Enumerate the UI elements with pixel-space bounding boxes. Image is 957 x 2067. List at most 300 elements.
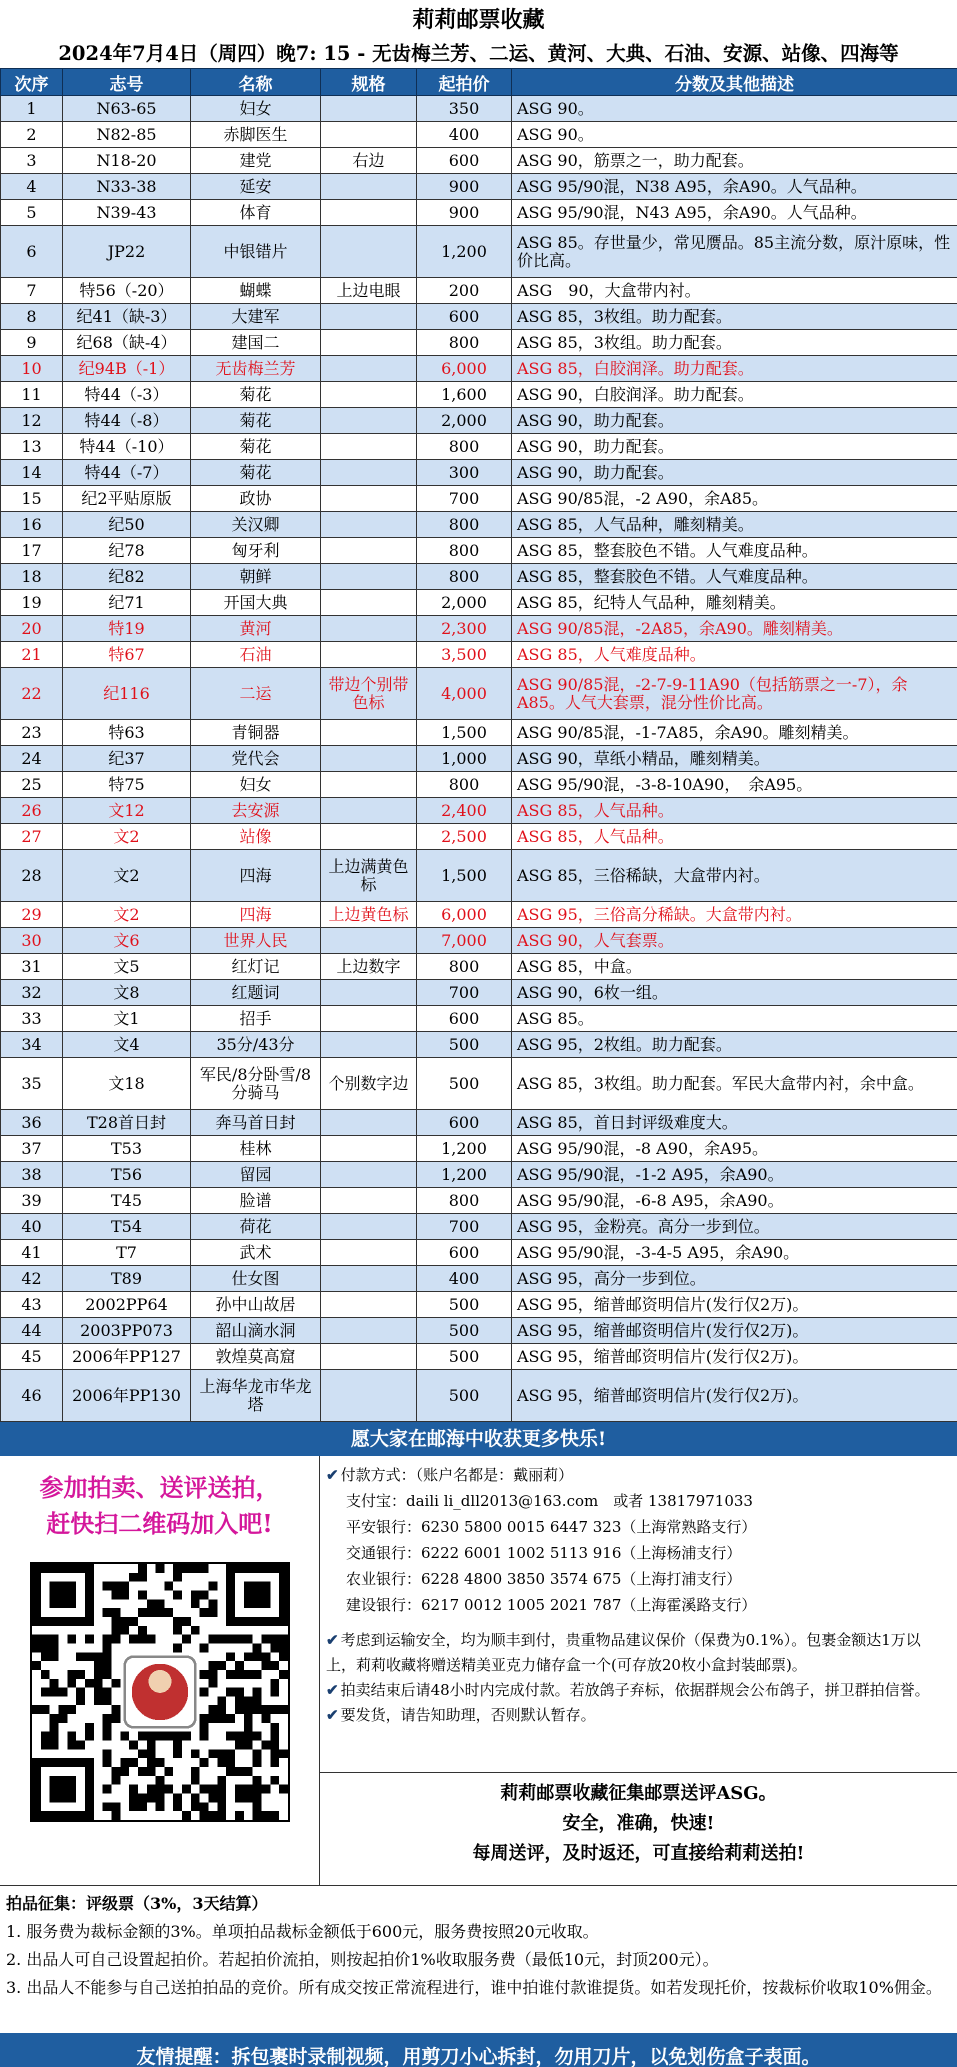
table-row	[1, 1136, 957, 1162]
lot-name: 菊花	[191, 434, 321, 460]
lot-number: 29	[1, 902, 63, 928]
lot-number: 5	[1, 200, 63, 226]
table-row	[1, 148, 957, 174]
lot-spec	[321, 564, 417, 590]
rule-item: 3. 出品人不能参与自己送拍拍品的竞价。所有成交按正常流程进行，谁中拍谁付款谁提货。如若发现托价，按裁标价收取10%佣金。	[6, 1978, 942, 1997]
lot-spec	[321, 1240, 417, 1266]
lot-code: 特44（-7）	[63, 460, 191, 486]
lot-number: 39	[1, 1188, 63, 1214]
check-icon: ✔	[326, 1631, 339, 1649]
lot-spec	[321, 1214, 417, 1240]
info-section	[0, 1456, 957, 1886]
lot-number: 12	[1, 408, 63, 434]
lot-name: 留园	[191, 1162, 321, 1188]
lot-name: 开国大典	[191, 590, 321, 616]
reminder-footer: 友情提醒：拆包裹时录制视频，用剪刀小心拆封，勿用刀片，以免划伤盒子表面。	[0, 2033, 957, 2067]
table-row	[1, 642, 957, 668]
lot-spec: 带边个别带色标	[321, 668, 417, 720]
lot-description: ASG 90，6枚一组。	[512, 980, 957, 1006]
lot-spec	[321, 980, 417, 1006]
lot-number: 28	[1, 850, 63, 902]
check-icon: ✔	[326, 1681, 339, 1699]
lot-name: 蝴蝶	[191, 278, 321, 304]
note-payment-deadline: 拍卖结束后请48小时内完成付款。若放鸽子弃标，依据群规会公布鸽子，拼卫群拍信誉。	[340, 1681, 930, 1699]
lot-start-price: 800	[417, 434, 512, 460]
lot-spec	[321, 434, 417, 460]
lot-spec	[321, 1136, 417, 1162]
lot-spec	[321, 408, 417, 434]
lot-code: N18-20	[63, 148, 191, 174]
table-row	[1, 434, 957, 460]
table-row	[1, 668, 957, 720]
lot-number: 32	[1, 980, 63, 1006]
note-shipping: 考虑到运输安全，均为顺丰到付，贵重物品建议保价（保费为0.1%）。包裹金额达1万以上，莉莉收藏将赠送精美亚克力储存盒一个(可存放20枚小盒封装邮票)。	[326, 1631, 921, 1674]
lot-name: 二运	[191, 668, 321, 720]
shipping-notes	[320, 1618, 957, 1728]
lot-description: ASG 90。	[512, 96, 957, 122]
asg-line-1: 莉莉邮票收藏征集邮票送评ASG。	[500, 1783, 777, 1804]
lot-name: 仕女图	[191, 1266, 321, 1292]
lot-description: ASG 90/85混，-2A85，余A90。雕刻精美。	[512, 616, 957, 642]
bank-line: 农业银行：6228 4800 3850 3574 675（上海打浦支行）	[346, 1570, 742, 1588]
lot-spec	[321, 720, 417, 746]
check-icon: ✔	[326, 1466, 339, 1484]
lot-start-price: 2,000	[417, 408, 512, 434]
table-row	[1, 954, 957, 980]
lot-code: 纪116	[63, 668, 191, 720]
table-row	[1, 1240, 957, 1266]
promo-panel	[0, 1456, 320, 1885]
lot-start-price: 600	[417, 304, 512, 330]
lot-number: 30	[1, 928, 63, 954]
lot-description: ASG 95，高分一步到位。	[512, 1266, 957, 1292]
lot-start-price: 4,000	[417, 668, 512, 720]
asg-line-2: 安全，准确，快速!	[562, 1813, 715, 1834]
lot-description: ASG 90，白胶润泽。助力配套。	[512, 382, 957, 408]
lot-spec	[321, 1032, 417, 1058]
lot-number: 35	[1, 1058, 63, 1110]
lot-start-price: 400	[417, 122, 512, 148]
lot-code: 纪37	[63, 746, 191, 772]
table-row	[1, 408, 957, 434]
table-row	[1, 928, 957, 954]
lot-spec	[321, 486, 417, 512]
promo-line-2: 赶快扫二维码加入吧!	[46, 1509, 273, 1538]
col-header-desc: 分数及其他描述	[512, 69, 957, 96]
lot-number: 23	[1, 720, 63, 746]
table-row	[1, 304, 957, 330]
table-row	[1, 1032, 957, 1058]
lot-name: 朝鲜	[191, 564, 321, 590]
lot-number: 31	[1, 954, 63, 980]
lot-description: ASG 95，缩普邮资明信片(发行仅2万)。	[512, 1292, 957, 1318]
lot-spec	[321, 928, 417, 954]
lot-description: ASG 85，3枚组。助力配套。	[512, 304, 957, 330]
lot-name: 荷花	[191, 1214, 321, 1240]
lot-number: 26	[1, 798, 63, 824]
lot-description: ASG 90，人气套票。	[512, 928, 957, 954]
lot-description: ASG 90，助力配套。	[512, 434, 957, 460]
table-row	[1, 720, 957, 746]
lot-start-price: 500	[417, 1370, 512, 1422]
lot-spec	[321, 616, 417, 642]
payment-info	[320, 1456, 957, 1618]
lot-description: ASG 85，首日封评级难度大。	[512, 1110, 957, 1136]
lot-number: 3	[1, 148, 63, 174]
lot-number: 13	[1, 434, 63, 460]
lot-start-price: 800	[417, 772, 512, 798]
lot-name: 党代会	[191, 746, 321, 772]
lot-description: ASG 85，整套胶色不错。人气难度品种。	[512, 538, 957, 564]
lot-name: 建党	[191, 148, 321, 174]
lot-code: JP22	[63, 226, 191, 278]
table-row	[1, 1110, 957, 1136]
lot-name: 35分/43分	[191, 1032, 321, 1058]
promo-line-1: 参加拍卖、送评送拍，	[39, 1473, 280, 1502]
page-title: 莉莉邮票收藏	[412, 7, 545, 33]
lot-spec	[321, 1162, 417, 1188]
lot-spec	[321, 1110, 417, 1136]
lot-name: 关汉卿	[191, 512, 321, 538]
lot-spec	[321, 1318, 417, 1344]
lot-description: ASG 85，人气品种。	[512, 798, 957, 824]
lot-code: 纪2平贴原版	[63, 486, 191, 512]
lot-start-price: 1,200	[417, 1136, 512, 1162]
lot-code: 文2	[63, 902, 191, 928]
lot-description: ASG 90/85混，-2-7-9-11A90（包括筋票之一-7），余A85。人气大套票，混分性价比高。	[512, 668, 957, 720]
lot-name: 奔马首日封	[191, 1110, 321, 1136]
lot-description: ASG 90，助力配套。	[512, 408, 957, 434]
lot-description: ASG 95/90混，-1-2 A95，余A90。	[512, 1162, 957, 1188]
check-icon: ✔	[326, 1706, 339, 1724]
lot-number: 38	[1, 1162, 63, 1188]
lot-code: 特19	[63, 616, 191, 642]
lot-name: 去安源	[191, 798, 321, 824]
lot-code: 2002PP64	[63, 1292, 191, 1318]
lot-name: 妇女	[191, 772, 321, 798]
lot-number: 21	[1, 642, 63, 668]
table-row	[1, 850, 957, 902]
col-header-code: 志号	[63, 69, 191, 96]
lot-description: ASG 95/90混，-8 A90，余A95。	[512, 1136, 957, 1162]
lot-number: 24	[1, 746, 63, 772]
table-row	[1, 1058, 957, 1110]
lot-spec	[321, 1266, 417, 1292]
lot-start-price: 800	[417, 538, 512, 564]
lot-description: ASG 95，缩普邮资明信片(发行仅2万)。	[512, 1344, 957, 1370]
col-header-name: 名称	[191, 69, 321, 96]
asg-line-3: 每周送评，及时返还，可直接给莉莉送拍!	[472, 1843, 805, 1864]
lot-name: 桂林	[191, 1136, 321, 1162]
lot-code: 特44（-10）	[63, 434, 191, 460]
lot-code: 纪94B（-1）	[63, 356, 191, 382]
lot-name: 青铜器	[191, 720, 321, 746]
lot-description: ASG 90，草纸小精品，雕刻精美。	[512, 746, 957, 772]
lot-number: 14	[1, 460, 63, 486]
lot-code: 特44（-8）	[63, 408, 191, 434]
lot-name: 中银错片	[191, 226, 321, 278]
lot-spec: 个别数字边	[321, 1058, 417, 1110]
lot-start-price: 600	[417, 1110, 512, 1136]
table-row	[1, 486, 957, 512]
lot-code: 文8	[63, 980, 191, 1006]
lot-code: T89	[63, 1266, 191, 1292]
bank-line: 建设银行：6217 0012 1005 2021 787（上海霍溪路支行）	[346, 1596, 757, 1614]
lots-table-body	[1, 96, 957, 1422]
table-row	[1, 1162, 957, 1188]
lot-description: ASG 85。	[512, 1006, 957, 1032]
table-row	[1, 538, 957, 564]
table-row	[1, 590, 957, 616]
lot-spec: 上边黄色标	[321, 902, 417, 928]
lot-code: 纪50	[63, 512, 191, 538]
lot-code: 纪78	[63, 538, 191, 564]
lot-name: 招手	[191, 1006, 321, 1032]
lot-spec	[321, 304, 417, 330]
lot-code: T56	[63, 1162, 191, 1188]
lot-name: 匈牙利	[191, 538, 321, 564]
lot-code: 特67	[63, 642, 191, 668]
lot-description: ASG 95/90混，N43 A95，余A90。人气品种。	[512, 200, 957, 226]
qr-code-icon[interactable]	[30, 1562, 290, 1822]
table-row	[1, 382, 957, 408]
lot-description: ASG 95/90混，-3-4-5 A95，余A90。	[512, 1240, 957, 1266]
lot-code: 特56（-20）	[63, 278, 191, 304]
lot-spec	[321, 226, 417, 278]
table-row	[1, 564, 957, 590]
lot-number: 25	[1, 772, 63, 798]
lot-spec	[321, 96, 417, 122]
lot-name: 敦煌莫高窟	[191, 1344, 321, 1370]
lot-code: 纪68（缺-4）	[63, 330, 191, 356]
lot-start-price: 2,000	[417, 590, 512, 616]
qr-code-graphic	[32, 1564, 288, 1820]
lot-spec	[321, 200, 417, 226]
lot-description: ASG 85，3枚组。助力配套。	[512, 330, 957, 356]
lot-spec	[321, 642, 417, 668]
rules-heading: 拍品征集：评级票（3%，3天结算）	[6, 1894, 268, 1913]
lot-spec	[321, 174, 417, 200]
lot-code: N33-38	[63, 174, 191, 200]
lot-spec	[321, 382, 417, 408]
lot-code: T45	[63, 1188, 191, 1214]
lot-code: 文12	[63, 798, 191, 824]
table-row	[1, 746, 957, 772]
lot-description: ASG 90。	[512, 122, 957, 148]
table-row	[1, 512, 957, 538]
lot-number: 6	[1, 226, 63, 278]
lot-start-price: 600	[417, 1006, 512, 1032]
lot-description: ASG 85，3枚组。助力配套。军民大盒带内衬，余中盒。	[512, 1058, 957, 1110]
lot-name: 黄河	[191, 616, 321, 642]
lot-start-price: 300	[417, 460, 512, 486]
lot-start-price: 6,000	[417, 356, 512, 382]
consignment-rules	[0, 1886, 957, 2033]
table-row	[1, 226, 957, 278]
lot-number: 44	[1, 1318, 63, 1344]
lot-name: 建国二	[191, 330, 321, 356]
lot-number: 45	[1, 1344, 63, 1370]
lot-start-price: 600	[417, 1240, 512, 1266]
lot-description: ASG 85，人气难度品种。	[512, 642, 957, 668]
lot-description: ASG 85。存世量少，常见赝品。85主流分数，原汁原味，性价比高。	[512, 226, 957, 278]
lot-number: 15	[1, 486, 63, 512]
lot-description: ASG 95/90混，-3-8-10A90， 余A95。	[512, 772, 957, 798]
lot-start-price: 800	[417, 564, 512, 590]
lots-table	[0, 68, 957, 1422]
lot-name: 红灯记	[191, 954, 321, 980]
col-header-no: 次序	[1, 69, 63, 96]
bank-line: 交通银行：6222 6001 1002 5113 916（上海杨浦支行）	[346, 1544, 742, 1562]
lot-spec	[321, 460, 417, 486]
lot-spec: 上边电眼	[321, 278, 417, 304]
table-row	[1, 616, 957, 642]
lot-start-price: 700	[417, 1214, 512, 1240]
lot-number: 11	[1, 382, 63, 408]
auction-subtitle: 2024年7月4日（周四）晚7: 15 - 无齿梅兰芳、二运、黄河、大典、石油、安源、站像、四海等	[58, 42, 899, 65]
table-row	[1, 1214, 957, 1240]
lot-name: 四海	[191, 850, 321, 902]
lot-name: 世界人民	[191, 928, 321, 954]
lot-description: ASG 95，缩普邮资明信片(发行仅2万)。	[512, 1318, 957, 1344]
lot-spec	[321, 798, 417, 824]
lot-description: ASG 85，中盒。	[512, 954, 957, 980]
lot-description: ASG 95/90混，N38 A95，余A90。人气品种。	[512, 174, 957, 200]
lot-description: ASG 85，人气品种，雕刻精美。	[512, 512, 957, 538]
lot-number: 2	[1, 122, 63, 148]
lot-code: 特75	[63, 772, 191, 798]
lot-start-price: 800	[417, 1188, 512, 1214]
lot-start-price: 400	[417, 1266, 512, 1292]
lot-start-price: 1,500	[417, 850, 512, 902]
lot-spec	[321, 1188, 417, 1214]
lot-description: ASG 90，大盒带内衬。	[512, 278, 957, 304]
lot-description: ASG 85，纪特人气品种，雕刻精美。	[512, 590, 957, 616]
lot-code: 纪82	[63, 564, 191, 590]
table-row	[1, 200, 957, 226]
lot-number: 40	[1, 1214, 63, 1240]
lot-start-price: 900	[417, 200, 512, 226]
lot-name: 红题词	[191, 980, 321, 1006]
table-row	[1, 1292, 957, 1318]
lot-code: N82-85	[63, 122, 191, 148]
table-row	[1, 1266, 957, 1292]
lot-description: ASG 90，筋票之一，助力配套。	[512, 148, 957, 174]
rule-item: 1. 服务费为裁标金额的3%。单项拍品裁标金额低于600元，服务费按照20元收取。	[6, 1922, 599, 1941]
lot-number: 27	[1, 824, 63, 850]
lot-code: 文2	[63, 824, 191, 850]
lot-start-price: 700	[417, 980, 512, 1006]
lot-number: 42	[1, 1266, 63, 1292]
lot-spec	[321, 1344, 417, 1370]
lot-spec	[321, 1006, 417, 1032]
lot-code: 文18	[63, 1058, 191, 1110]
lot-code: T7	[63, 1240, 191, 1266]
lot-spec	[321, 772, 417, 798]
lot-name: 无齿梅兰芳	[191, 356, 321, 382]
lot-start-price: 500	[417, 1344, 512, 1370]
lot-start-price: 1,200	[417, 226, 512, 278]
lot-name: 妇女	[191, 96, 321, 122]
lot-start-price: 500	[417, 1058, 512, 1110]
lot-start-price: 200	[417, 278, 512, 304]
lot-description: ASG 85，人气品种。	[512, 824, 957, 850]
lot-code: 特44（-3）	[63, 382, 191, 408]
lot-start-price: 800	[417, 954, 512, 980]
lot-code: 文4	[63, 1032, 191, 1058]
lot-spec	[321, 330, 417, 356]
lot-name: 延安	[191, 174, 321, 200]
lot-number: 41	[1, 1240, 63, 1266]
lot-description: ASG 95，2枚组。助力配套。	[512, 1032, 957, 1058]
table-row	[1, 174, 957, 200]
lot-code: T28首日封	[63, 1110, 191, 1136]
lot-number: 34	[1, 1032, 63, 1058]
lot-name: 军民/8分卧雪/8分骑马	[191, 1058, 321, 1110]
lot-spec	[321, 590, 417, 616]
lot-name: 赤脚医生	[191, 122, 321, 148]
lot-start-price: 1,200	[417, 1162, 512, 1188]
lot-start-price: 500	[417, 1292, 512, 1318]
lot-start-price: 7,000	[417, 928, 512, 954]
lot-number: 22	[1, 668, 63, 720]
lot-code: T53	[63, 1136, 191, 1162]
lot-start-price: 600	[417, 148, 512, 174]
table-row	[1, 902, 957, 928]
lot-start-price: 1,500	[417, 720, 512, 746]
lot-description: ASG 90/85混，-2 A90，余A85。	[512, 486, 957, 512]
lot-number: 7	[1, 278, 63, 304]
lot-code: 纪41（缺-3）	[63, 304, 191, 330]
lot-description: ASG 95，金粉亮。高分一步到位。	[512, 1214, 957, 1240]
lot-description: ASG 95，缩普邮资明信片(发行仅2万)。	[512, 1370, 957, 1422]
rule-item: 2. 出品人可自己设置起拍价。若起拍价流拍，则按起拍价1%收取服务费（最低10元，封顶200元）。	[6, 1950, 719, 1969]
lot-start-price: 1,000	[417, 746, 512, 772]
payment-heading: 付款方式：（账户名都是：戴丽莉）	[340, 1466, 574, 1484]
lot-spec	[321, 512, 417, 538]
lot-description: ASG 95，三俗高分稀缺。大盒带内衬。	[512, 902, 957, 928]
lot-name: 武术	[191, 1240, 321, 1266]
table-row	[1, 460, 957, 486]
lot-name: 站像	[191, 824, 321, 850]
lot-number: 9	[1, 330, 63, 356]
table-row	[1, 1188, 957, 1214]
bank-line: 平安银行：6230 5800 0015 6447 323（上海常熟路支行）	[346, 1518, 757, 1536]
lot-code: 2003PP073	[63, 1318, 191, 1344]
lot-name: 四海	[191, 902, 321, 928]
lot-code: N39-43	[63, 200, 191, 226]
table-row	[1, 1318, 957, 1344]
lot-code: 2006年PP127	[63, 1344, 191, 1370]
lot-number: 43	[1, 1292, 63, 1318]
lot-number: 17	[1, 538, 63, 564]
lot-name: 菊花	[191, 408, 321, 434]
lot-number: 37	[1, 1136, 63, 1162]
lot-code: 纪71	[63, 590, 191, 616]
lot-description: ASG 90/85混，-1-7A85，余A90。雕刻精美。	[512, 720, 957, 746]
col-header-spec: 规格	[321, 69, 417, 96]
lot-start-price: 6,000	[417, 902, 512, 928]
lot-name: 上海华龙市华龙塔	[191, 1370, 321, 1422]
lot-spec	[321, 356, 417, 382]
table-row	[1, 122, 957, 148]
lot-spec	[321, 1370, 417, 1422]
lot-code: T54	[63, 1214, 191, 1240]
lot-number: 10	[1, 356, 63, 382]
lot-number: 1	[1, 96, 63, 122]
lot-spec	[321, 746, 417, 772]
lot-start-price: 800	[417, 512, 512, 538]
